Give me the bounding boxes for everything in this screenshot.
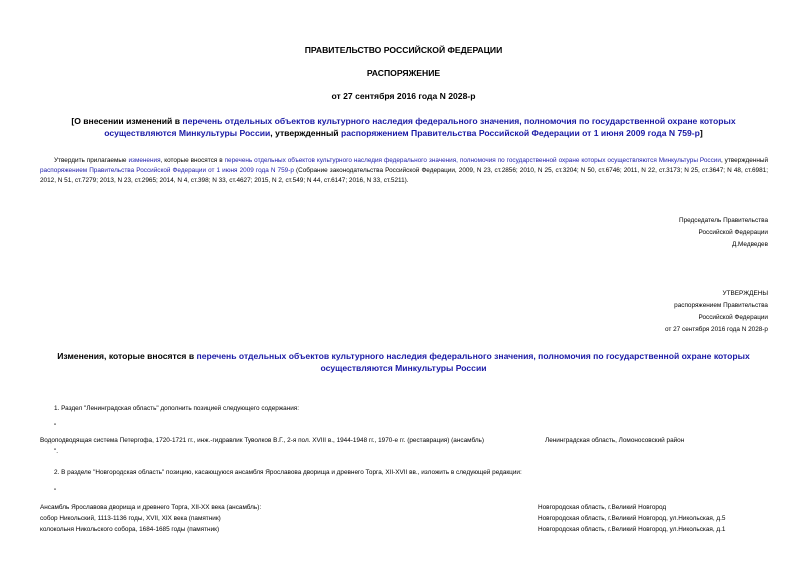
- signature-name: Д.Медведев: [731, 241, 768, 248]
- signature-line2: Российской Федерации: [698, 229, 768, 236]
- approved-line4: от 27 сентября 2016 года N 2028-р: [665, 326, 768, 333]
- quote-close-1: ".: [54, 448, 59, 455]
- approved-line1: УТВЕРЖДЕНЫ: [722, 290, 768, 297]
- document-date: от 27 сентября 2016 года N 2028-р: [331, 91, 476, 101]
- approved-line3: Российской Федерации: [698, 314, 768, 321]
- p1-text-a: Утвердить прилагаемые: [54, 157, 129, 164]
- p1-text-b: , которые вносятся в: [160, 157, 225, 164]
- changes-title-link[interactable]: перечень отдельных объектов культурного наследия федерального значения, полномочия по государственной охране которых осуществляются Минкультуры России: [196, 351, 750, 373]
- signature-line1: Председатель Правительства: [679, 217, 768, 224]
- p1-text-c: , утвержденный: [720, 157, 769, 164]
- org-name: ПРАВИТЕЛЬСТВО РОССИЙСКОЙ ФЕДЕРАЦИИ: [304, 45, 503, 55]
- title-open: [О внесении изменений в: [71, 116, 183, 126]
- title-close: ]: [699, 128, 703, 138]
- title-link-list[interactable]: перечень отдельных объектов культурного наследия федерального значения, полномочия по государственной охране которых осуществляются Минкультуры России: [104, 116, 736, 138]
- quote-open-1: ": [54, 423, 57, 430]
- row1-location: Ленинградская область, Ломоносовский район: [545, 437, 685, 444]
- body-paragraph: [40, 156, 768, 186]
- document-type: РАСПОРЯЖЕНИЕ: [366, 68, 441, 78]
- row3-location: Новгородская область, г.Великий Новгород, ул.Никольская, д.5: [538, 515, 726, 522]
- row1-object: Водоподводящая система Петергофа, 1720-1721 гг., инж.-гидравлик Туволков В.Г., 2-я пол. XVIII в., 1944-1948 гг., 1970-е гг. (реставрация) (ансамбль): [40, 437, 485, 444]
- row2-object: Ансамбль Ярославова дворища и древнего Торга, XII-XX века (ансамбль):: [40, 504, 262, 511]
- quote-open-2: ": [54, 488, 57, 495]
- row2-location: Новгородская область, г.Великий Новгород: [538, 504, 667, 511]
- p1-link-list[interactable]: перечень отдельных объектов культурного наследия федерального значения, полномочия по государственной охране которых осуществляются Минкультуры России: [224, 157, 721, 164]
- approved-line2: распоряжением Правительства: [674, 302, 768, 309]
- item-1: 1. Раздел "Ленинградская область" дополнить позицией следующего содержания:: [54, 405, 300, 412]
- p1-link-changes[interactable]: изменения: [128, 157, 161, 164]
- changes-title: [40, 350, 767, 374]
- changes-title-prefix: Изменения, которые вносятся в: [57, 351, 197, 361]
- p1-link-order[interactable]: распоряжением Правительства Российской Федерации от 1 июня 2009 года N 759-р: [40, 167, 294, 174]
- row4-object: колокольня Никольского собора, 1684-1685 годы (памятник): [40, 526, 220, 533]
- item-2: 2. В разделе "Новгородская область" позицию, касающуюся ансамбля Ярославова дворища и древнего Торга, XII-XVII вв., изложить в следующей редакции:: [54, 469, 522, 476]
- row4-location: Новгородская область, г.Великий Новгород, ул.Никольская, д.1: [538, 526, 726, 533]
- p1-text-d: (Собрание законодательства Российской Федерации, 2009, N 23, ст.2856; 2010, N 25, ст.3204; N 50, ст.6746; 2011, N 22, ст.3173; N 25, ст.3647; N 48, ст.6981; 2012, N 51, ст.7279; 2013, N 23, ст.2965; 2014, N 4, ст.398; N 33, ст.4627; 2015, N 2, ст.549; N 44, ст.6147; 2016, N 33, ст.5211).: [40, 167, 768, 184]
- document-title: [50, 115, 757, 139]
- title-mid: , утвержденный: [270, 128, 341, 138]
- row3-object: собор Никольский, 1113-1136 годы, XVII, XIX века (памятник): [40, 515, 221, 522]
- title-link-order[interactable]: распоряжением Правительства Российской Федерации от 1 июня 2009 года N 759-р: [340, 128, 700, 138]
